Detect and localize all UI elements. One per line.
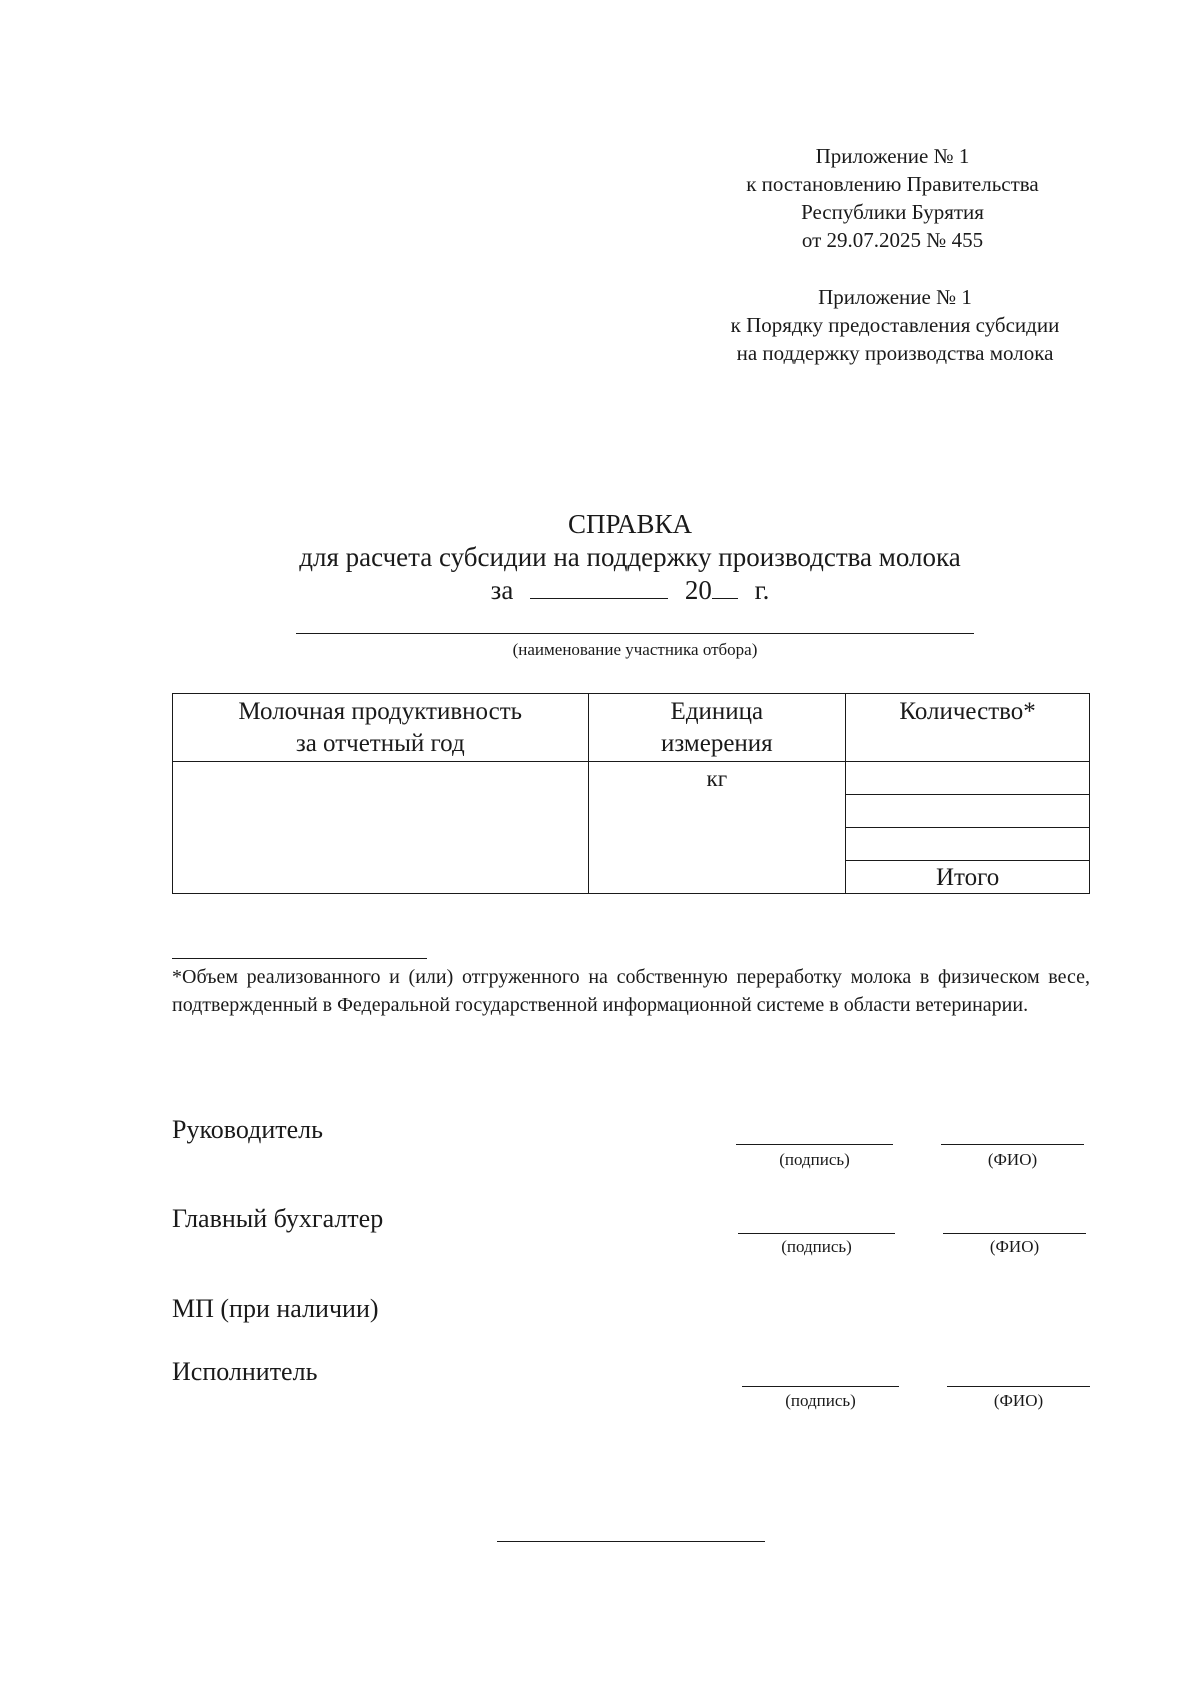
period-suffix: г. xyxy=(754,575,770,605)
participant-name-line[interactable] xyxy=(296,633,974,634)
signature-caption: (подпись) xyxy=(779,1150,850,1169)
annex-line: Приложение № 1 xyxy=(815,144,970,168)
year-blank[interactable] xyxy=(712,576,738,599)
head-signature-line[interactable] xyxy=(736,1144,893,1145)
productivity-cell[interactable] xyxy=(173,762,589,894)
period-prefix: за xyxy=(490,575,514,605)
name-caption: (ФИО) xyxy=(987,1150,1038,1169)
executor-signature-line[interactable] xyxy=(742,1386,899,1387)
accountant-name-line[interactable] xyxy=(943,1233,1086,1234)
accountant-signature-line[interactable] xyxy=(738,1233,895,1234)
unit-cell: кг xyxy=(588,762,846,894)
executor-name-line[interactable] xyxy=(947,1386,1090,1387)
signature-caption: (подпись) xyxy=(781,1237,852,1256)
document-title xyxy=(0,508,1200,574)
reporting-period xyxy=(0,575,1200,606)
stamp-label: МП (при наличии) xyxy=(172,1294,379,1323)
name-caption: (ФИО) xyxy=(993,1391,1044,1410)
annex-line: к Порядку предоставления субсидии xyxy=(730,313,1060,337)
title-main: СПРАВКА xyxy=(567,509,693,539)
milk-productivity-table xyxy=(172,693,1090,894)
quantity-cell[interactable] xyxy=(846,795,1090,828)
annex-line: к постановлению Правительства xyxy=(746,172,1039,196)
footnote-text: *Объем реализованного и (или) отгруженного на собственную переработку молока в физическом весе, подтвержденный в Федеральной государственной информационной системе в области ветеринарии. xyxy=(172,966,1090,1016)
header-cell-unit: Единица измерения xyxy=(588,694,846,762)
annex-header-resolution xyxy=(705,142,1080,254)
footnote-divider xyxy=(172,958,427,959)
total-cell: Итого xyxy=(846,861,1090,894)
annex-line: на поддержку производства молока xyxy=(736,341,1054,365)
annex-header-order xyxy=(690,283,1100,367)
participant-caption: (наименование участника отбора) xyxy=(512,640,758,659)
quantity-cell[interactable] xyxy=(846,828,1090,861)
signer-head-label: Руководитель xyxy=(172,1115,323,1144)
signer-executor-label: Исполнитель xyxy=(172,1357,318,1386)
name-caption: (ФИО) xyxy=(989,1237,1040,1256)
annex-line: Приложение № 1 xyxy=(818,285,972,309)
signature-caption: (подпись) xyxy=(785,1391,856,1410)
head-name-line[interactable] xyxy=(941,1144,1084,1145)
annex-line: от 29.07.2025 № 455 xyxy=(801,228,984,252)
period-blank[interactable] xyxy=(530,576,668,599)
end-of-document-rule xyxy=(497,1541,765,1542)
signer-accountant-label: Главный бухгалтер xyxy=(172,1204,384,1233)
period-year: 20 xyxy=(684,575,712,605)
title-subtitle: для расчета субсидии на поддержку производства молока xyxy=(299,542,961,572)
annex-line: Республики Бурятия xyxy=(801,200,984,224)
header-cell-quantity: Количество* xyxy=(846,694,1090,762)
header-cell-productivity: Молочная продуктивность за отчетный год xyxy=(173,694,589,762)
quantity-cell[interactable] xyxy=(846,762,1090,795)
